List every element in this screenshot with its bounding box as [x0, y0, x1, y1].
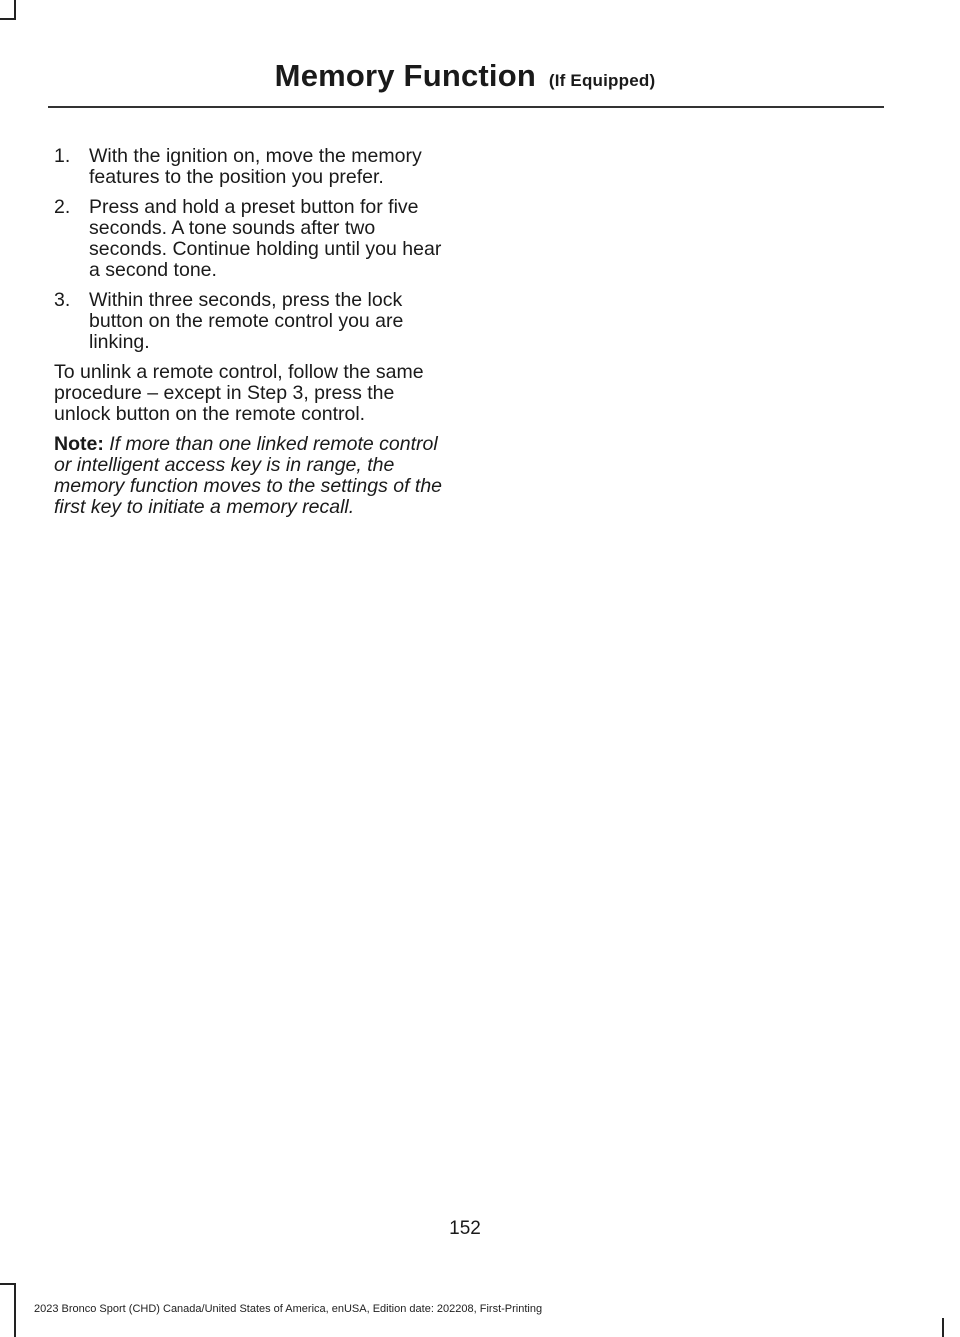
step-number: 2.	[54, 196, 71, 218]
crop-mark-bottom-right-vertical	[942, 1318, 944, 1337]
page-number: 152	[449, 1218, 481, 1239]
title-subtitle: (If Equipped)	[548, 71, 656, 90]
header-rule	[48, 106, 884, 108]
step-number: 1.	[54, 145, 71, 167]
unlink-paragraph: To unlink a remote control, follow the same procedure – except in Step 3, press the unlock button on the remote control.	[54, 361, 424, 425]
note-text: If more than one linked remote control or intelligent access key is in range, the memory function moves to the settings of the first key to initiate a memory recall.	[54, 433, 443, 518]
step-text: Press and hold a preset button for five seconds. A tone sounds after two seconds. Continue holding until you hear a second tone.	[89, 196, 442, 281]
note-label: Note:	[54, 433, 104, 455]
step-text: Within three seconds, press the lock button on the remote control you are linking.	[89, 289, 404, 353]
step-item	[54, 197, 450, 281]
note	[54, 434, 450, 518]
title-main: Memory Function	[274, 58, 537, 93]
footer-text: 2023 Bronco Sport (CHD) Canada/United States of America, enUSA, Edition date: 202208, First-Printing	[34, 1303, 543, 1315]
crop-mark-bottom-left-vertical	[14, 1283, 16, 1337]
body-content	[54, 146, 450, 527]
crop-mark-top-left-horizontal	[0, 18, 16, 20]
step-item	[54, 290, 450, 353]
step-text: With the ignition on, move the memory features to the position you prefer.	[89, 145, 422, 188]
crop-mark-top-left-vertical	[14, 0, 16, 18]
crop-mark-bottom-left-horizontal	[0, 1283, 16, 1285]
step-number: 3.	[54, 289, 71, 311]
step-item	[54, 146, 450, 188]
page-title	[0, 58, 930, 94]
